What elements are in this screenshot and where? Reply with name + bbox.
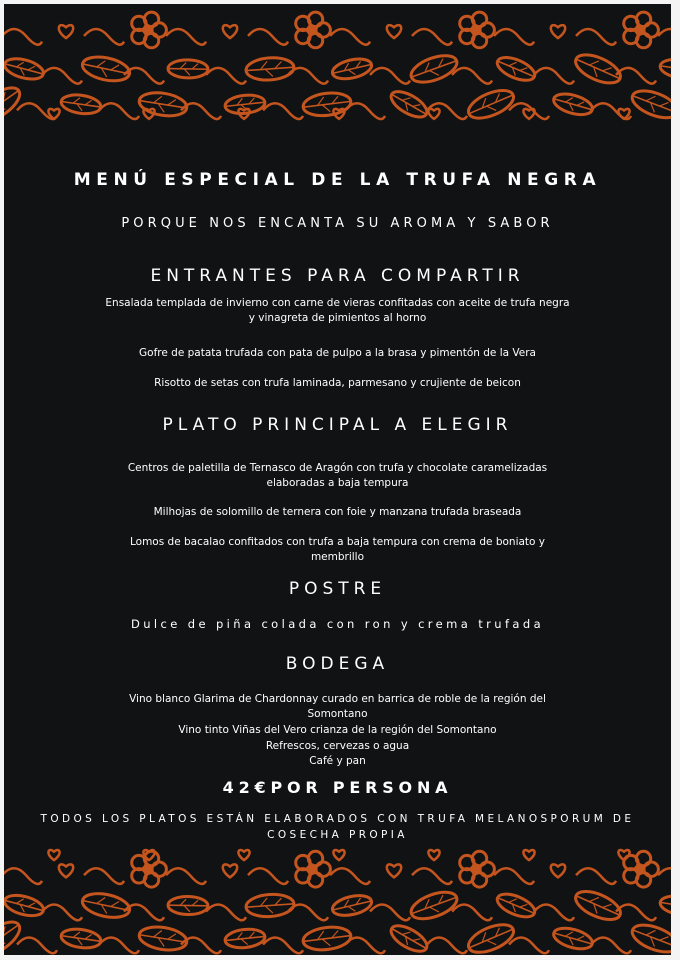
dish-principal-1: Centros de paletilla de Ternasco de Aragón con trufa y chocolate caramelizadas elaboradas a baja tempura (127, 462, 548, 489)
drink-item-2: Vino tinto Viñas del Vero crianza de la región del Somontano (178, 724, 497, 736)
footer-note: TODOS LOS PLATOS ESTÁN ELABORADOS CON TRUFA MELANOSPORUM DE COSECHA PROPIA (40, 813, 635, 841)
floral-ornament-icon (4, 845, 671, 955)
dish-entrante-1: Ensalada templada de invierno con carne de vieras confitadas con aceite de trufa negra y vinagreta de pimientos al horno (105, 297, 570, 324)
drink-item-4: Café y pan (309, 755, 366, 767)
drink-item-1: Vino blanco Glarima de Chardonnay curado en barrica de roble de la región del Somontano (129, 693, 546, 720)
dish-entrante-2: Gofre de patata trufada con pata de pulpo a la brasa y pimentón de la Vera (139, 347, 536, 359)
section-heading-entrantes: ENTRANTES PARA COMPARTIR (150, 266, 525, 286)
drink-item-3: Refrescos, cervezas o agua (265, 740, 410, 752)
menu-card (4, 4, 671, 955)
section-heading-postre: POSTRE (288, 579, 387, 599)
section-heading-bodega: BODEGA (285, 654, 390, 674)
menu-subtitle: PORQUE NOS ENCANTA SU AROMA Y SABOR (121, 216, 554, 231)
price-per-person: 42€POR PERSONA (222, 778, 453, 797)
bottom-floral-border (4, 845, 671, 955)
dish-principal-3: Lomos de bacalao confitados con trufa a baja tempura con crema de boniato y membrillo (129, 536, 546, 563)
dish-entrante-3: Risotto de setas con trufa laminada, parmesano y crujiente de beicon (154, 377, 521, 389)
dish-principal-2: Milhojas de solomillo de ternera con foie y manzana trufada braseada (153, 506, 522, 518)
dish-postre-1: Dulce de piña colada con ron y crema trufada (130, 617, 545, 631)
section-heading-principal: PLATO PRINCIPAL A ELEGIR (162, 415, 513, 435)
top-floral-border (4, 4, 671, 122)
floral-ornament-icon (4, 4, 671, 122)
menu-title: MENÚ ESPECIAL DE LA TRUFA NEGRA (73, 170, 602, 190)
